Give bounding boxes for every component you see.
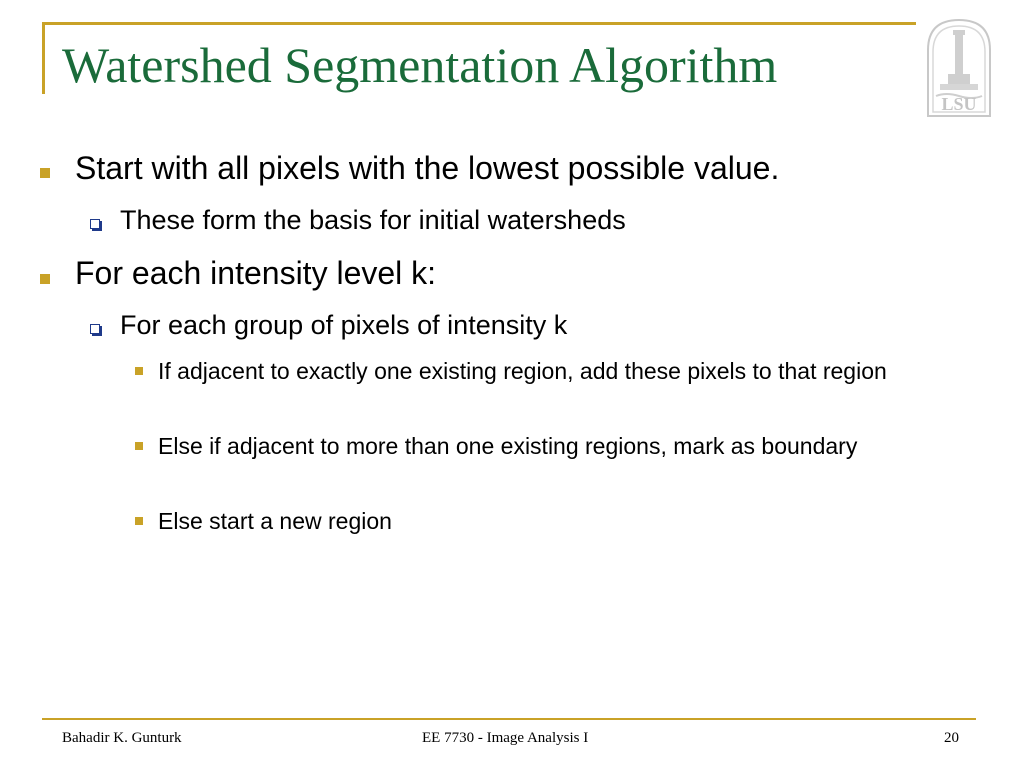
- title-frame-top-rule: [42, 22, 916, 25]
- bullet-level1: For each intensity level k:: [75, 255, 437, 291]
- title-frame-left-rule: [42, 22, 45, 94]
- footer-author: Bahadir K. Gunturk: [62, 730, 182, 746]
- footer-course: EE 7730 - Image Analysis I: [422, 730, 589, 746]
- small-square-bullet-icon: [135, 517, 143, 525]
- hollow-square-bullet-icon: [90, 324, 100, 334]
- small-square-bullet-icon: [135, 367, 143, 375]
- slide-title: Watershed Segmentation Algorithm: [62, 37, 778, 93]
- bullet-level2: These form the basis for initial watersheds: [120, 205, 626, 235]
- square-bullet-icon: [40, 168, 50, 178]
- bullet-level1: Start with all pixels with the lowest possible value.: [75, 150, 780, 186]
- bullet-level3: If adjacent to exactly one existing region, add these pixels to that region: [158, 358, 887, 384]
- footer-page-number: 20: [944, 730, 959, 746]
- svg-text:LSU: LSU: [941, 94, 977, 114]
- square-bullet-icon: [40, 274, 50, 284]
- bullet-level2: For each group of pixels of intensity k: [120, 310, 568, 340]
- lsu-logo: [922, 16, 996, 120]
- footer-rule: [42, 718, 976, 720]
- hollow-square-bullet-icon: [90, 219, 100, 229]
- small-square-bullet-icon: [135, 442, 143, 450]
- bullet-level3: Else if adjacent to more than one existing regions, mark as boundary: [158, 433, 858, 459]
- bullet-level3: Else start a new region: [158, 508, 392, 534]
